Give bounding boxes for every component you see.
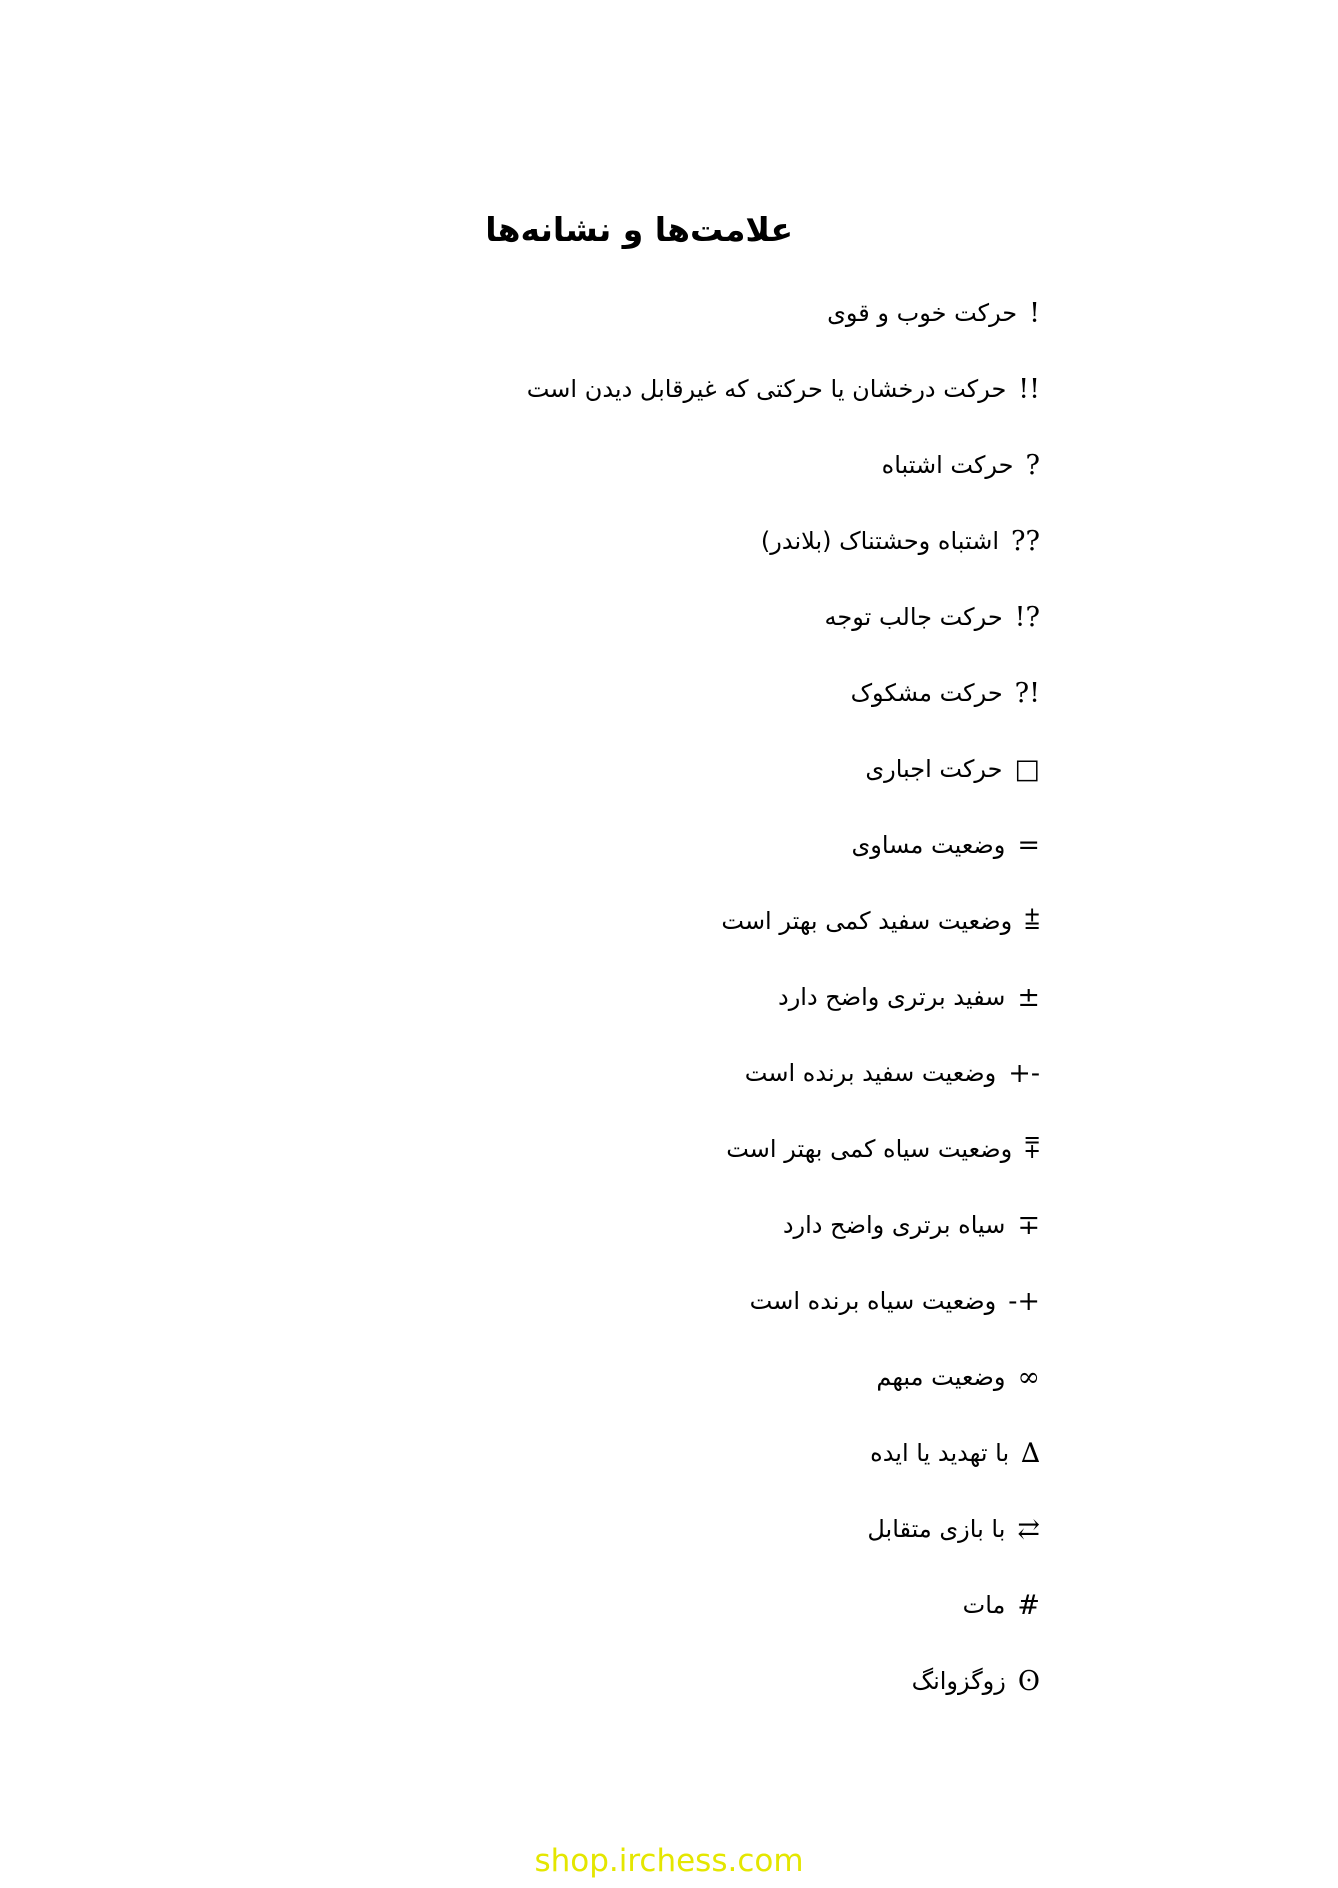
symbol-description: وضعیت سفید کمی بهتر است [721, 907, 1013, 935]
symbol-white-winning: +- [1008, 1057, 1040, 1089]
page-title: علامت‌ها و نشانه‌ها [485, 210, 793, 249]
symbol-equal: = [1017, 829, 1040, 861]
symbol-description: سیاه برتری واضح دارد [782, 1211, 1006, 1239]
symbol-counterplay: ⇄ [1017, 1513, 1040, 1545]
symbol-description: حرکت مشکوک [850, 679, 1003, 707]
list-item [527, 1339, 1040, 1415]
symbol-brilliant-move: !! [1018, 373, 1040, 405]
list-item [527, 883, 1040, 959]
symbol-description: سفید برتری واضح دارد [778, 983, 1006, 1011]
symbol-description: مات [962, 1591, 1006, 1619]
symbol-zugzwang: ʘ [1017, 1665, 1040, 1697]
list-item [527, 807, 1040, 883]
symbol-description: وضعیت سفید برنده است [744, 1059, 997, 1087]
symbol-description: وضعیت مبهم [876, 1363, 1006, 1391]
list-item [527, 579, 1040, 655]
symbol-black-clearly-better: ∓ [1017, 1209, 1040, 1241]
symbol-description: با بازی متقابل [867, 1515, 1006, 1543]
symbol-description: حرکت خوب و قوی [827, 299, 1018, 327]
symbol-description: حرکت درخشان یا حرکتی که غیرقابل دیدن است [526, 375, 1007, 403]
list-item [527, 1263, 1040, 1339]
symbol-black-winning: -+ [1008, 1285, 1040, 1317]
list-item [527, 1567, 1040, 1643]
symbol-description: حرکت اشتباه [881, 451, 1014, 479]
footer-watermark: shop.irchess.com [534, 1843, 804, 1879]
symbol-description: حرکت جالب توجه [824, 603, 1003, 631]
symbol-black-slightly-better: ⩱ [1024, 1133, 1040, 1164]
list-item [527, 1643, 1040, 1719]
list-item [527, 1111, 1040, 1187]
list-item [527, 959, 1040, 1035]
symbol-blunder: ?? [1011, 525, 1040, 557]
list-item [527, 1415, 1040, 1491]
list-item [527, 731, 1040, 807]
symbol-with-idea: ∆ [1021, 1437, 1040, 1469]
symbol-white-slightly-better: ⩲ [1024, 905, 1040, 936]
list-item [527, 655, 1040, 731]
list-item [527, 1491, 1040, 1567]
list-item [527, 1035, 1040, 1111]
symbol-list [527, 275, 1040, 1719]
symbol-description: وضعیت مساوی [851, 831, 1006, 859]
symbol-good-move: ! [1029, 297, 1040, 329]
symbol-unclear: ∞ [1017, 1361, 1040, 1393]
list-item [527, 503, 1040, 579]
list-item [527, 351, 1040, 427]
symbol-mistake: ? [1025, 449, 1040, 481]
list-item [527, 427, 1040, 503]
symbol-description: حرکت اجباری [865, 755, 1003, 783]
list-item [527, 1187, 1040, 1263]
symbol-mate: # [1017, 1589, 1040, 1621]
symbol-description: وضعیت سیاه برنده است [749, 1287, 997, 1315]
symbol-forced-move: □ [1014, 753, 1040, 785]
symbol-white-clearly-better: ± [1017, 981, 1040, 1013]
symbol-description: زوگزوانگ [911, 1667, 1006, 1695]
symbol-description: اشتباه وحشتناک (بلاندر) [760, 527, 1000, 555]
symbol-description: با تهدید یا ایده [870, 1439, 1010, 1467]
symbol-description: وضعیت سیاه کمی بهتر است [726, 1135, 1013, 1163]
symbol-interesting-move: !? [1014, 601, 1040, 633]
list-item [527, 275, 1040, 351]
symbol-dubious-move: ?! [1014, 677, 1040, 709]
